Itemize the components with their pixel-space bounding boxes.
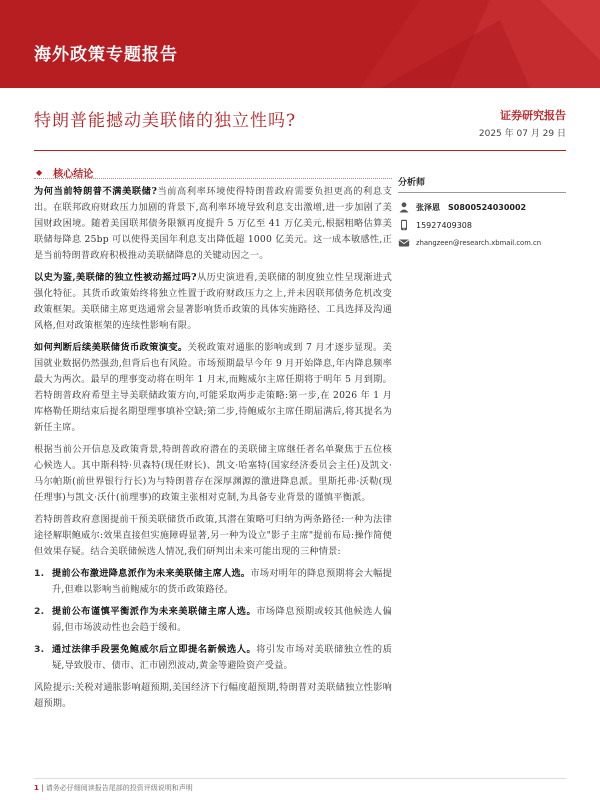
section-title: 核心结论: [53, 169, 94, 180]
header-banner: [0, 0, 600, 88]
list-item-lead: 提前公布谨慎平衡派作为未来美联储主席人选。: [52, 606, 257, 617]
list-item: [34, 604, 392, 636]
email-icon: [398, 237, 410, 249]
paragraph: 根据当前公开信息及政策背景,特朗普政府潜在的美联储主席继任者名单聚焦于五位核心候选人。其中斯科特·贝森特(现任财长)、凯文·哈塞特(国家经济委员会主任)及凯文·马尔帕斯(前世界银行行长)为与特朗普存在深厚渊源的激进降息派。里斯托弗·沃勒(现任理事)与凯文·沃什(前理事)的政策主张相对克制,为具备专业背景的谨慎平衡派。: [34, 444, 392, 503]
list-number: 2.: [34, 606, 45, 617]
analyst-email-row: [398, 235, 566, 251]
paragraph: [34, 340, 392, 436]
list-item: [34, 642, 392, 674]
title-divider: [34, 150, 566, 151]
paragraph: [34, 184, 392, 264]
page-footer: 1 | 请务必仔细阅读报告尾部的投资评级说明和声明: [34, 778, 566, 793]
risk-warning: 风险提示:关税对通胀影响超预期,美国经济下行幅度超预期,特朗普对美联储独立性影响超预期。: [34, 682, 392, 709]
paragraph-lead: 为何当前特朗普不满美联储?: [34, 186, 158, 197]
list-item-lead: 提前公布激进降息派作为未来美联储主席人选。: [52, 568, 251, 579]
analyst-phone-row: [398, 217, 566, 233]
report-type: 证券研究报告: [500, 109, 566, 122]
analyst-heading: 分析师: [398, 175, 566, 193]
paragraph: 若特朗普政府意图提前干预美联储货币政策,其潜在策略可归纳为两条路径:一种为法律途径解职鲍威尔:效果直接但实施障碍显著,另一种为设立"影子主席"提前布局:操作简便但效果存疑。结合美联储候选人情况,我们研判出未来可能出现的三种情景:: [34, 514, 392, 557]
banner-decoration: [300, 0, 600, 88]
report-date: 2025 年 07 月 29 日: [478, 129, 566, 139]
analyst-phone: 15927409308: [416, 220, 472, 230]
main-content: [34, 184, 392, 718]
list-number: 1.: [34, 568, 45, 579]
paragraph-text: 当前高利率环境使得特朗普政府需要负担更高的利息支出。在联邦政府财政压力加剧的背景下,高利率环境导致利息支出激增,进一步加剧了美国财政困境。随着美国联邦债务限额再度提升 5 万亿至 41 万亿美元,根据粗略估算美联储每降息 25bp 可以使得美国年利息支出降低超 1000 亿美元。这一成本敏感性,正是当前特朗普政府积极推动美联储降息的关键动因之一。: [34, 186, 392, 261]
analyst-email[interactable]: zhangzeen@research.xbmail.com.cn: [416, 239, 542, 247]
paragraph-lead: 如何判断后续美联储货币政策演变。: [34, 342, 188, 353]
section-header: [34, 162, 392, 179]
paragraph: [34, 270, 392, 334]
diamond-bullet-icon: ◆: [36, 168, 43, 177]
analyst-name-row: [398, 199, 566, 215]
footer-disclaimer: 请务必仔细阅读报告尾部的投资评级说明和声明: [45, 784, 193, 792]
paragraph-text: 从历史演进看,美联储的制度独立性呈现渐进式强化特征。其货币政策始终将独立性置于政府财政压力之上,并未因联邦债务危机改变政策框架。美联储主席更迭通常会显著影响货币政策的具体实施路径、工具选择及沟通风格,但对政策框架的连续性影响有限。: [34, 272, 392, 331]
banner-title: 海外政策专题报告: [34, 45, 178, 65]
page-number: 1: [34, 784, 39, 792]
paragraph-lead: 以史为鉴,美联储的独立性被动摇过吗?: [34, 272, 197, 283]
scenario-list: [34, 566, 392, 674]
analyst-license: S0800524030002: [448, 202, 527, 212]
paragraph-text: 关税政策对通胀的影响或到 7 月才逐步显现。美国就业数据仍然强劲,但背后也有风险。市场预期最早今年 9 月开始降息,年内降息频率最大为两次。最早的理事变动将在明年 1 月末,而鲍威尔主席任期将于明年 5 月到期。若特朗普政府希望主导美联储政策方向,可能采取两步走策略:第一步,在 2026 年 1 月库格勒任期结束后提名期望理事填补空缺;第二步,待鲍威尔主席任期届满后,将其提名为新任主席。: [34, 342, 392, 433]
phone-icon: [398, 219, 410, 231]
list-item-text: 将引发市场对美联储独立性的质疑,导致股市、债市、汇市剧烈波动,黄金等避险资产受益。: [52, 644, 392, 671]
analyst-sidebar: [398, 175, 566, 253]
list-number: 3.: [34, 644, 45, 655]
list-item-text: 市场对明年的降息预期将会大幅提升,但难以影响当前鲍威尔的货币政策路径。: [52, 568, 393, 595]
analyst-name: 张泽恩: [416, 202, 440, 212]
page-title: 特朗普能撼动美联储的独立性吗?: [34, 111, 297, 131]
list-item: [34, 566, 392, 598]
person-icon: [398, 201, 410, 213]
list-item-lead: 通过法律手段罢免鲍威尔后立即提名新候选人。: [52, 644, 257, 655]
list-item-text: 市场降息预期或较其他候选人偏弱,但市场波动性也会趋于缓和。: [52, 606, 392, 633]
